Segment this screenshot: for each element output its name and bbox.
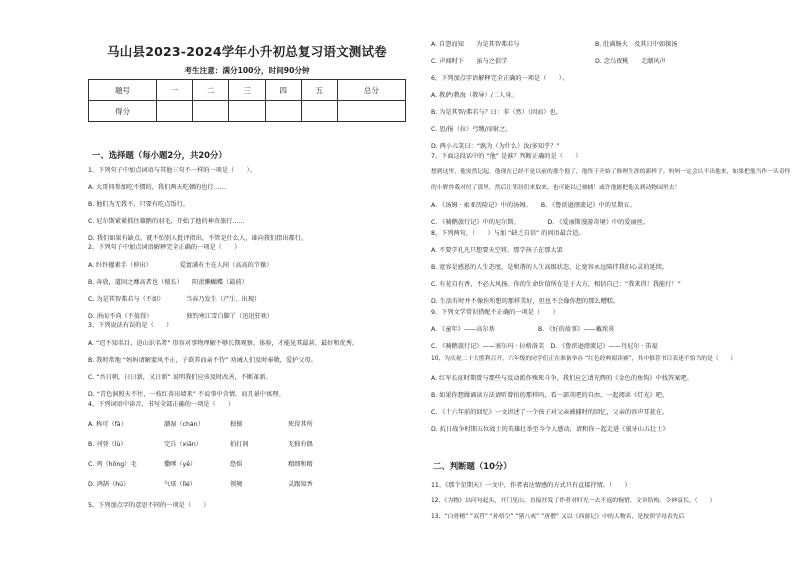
question-line: 1、下列句子中加点词语与其他三句不一样的一项是（ ）。 bbox=[88, 167, 256, 174]
score-header-row bbox=[89, 80, 406, 101]
score-header-cell: 三 bbox=[229, 80, 265, 101]
question-line: A. 红军长征时期曾与那些与反动派作殊死斗争，我们应乞请光辉的《金色的鱼钩》中找答案吧。 bbox=[431, 375, 693, 382]
option-text: 无独有偶 bbox=[288, 441, 313, 448]
question-line: C. 为是其智弗若与（不如） 当春乃发生（产生、出现） bbox=[88, 296, 261, 303]
question-line: C. “吾日朝，日日新，又日新” 说明我们应该及时改善，不断革新。 bbox=[88, 374, 272, 381]
score-header-cell: 五 bbox=[301, 80, 337, 101]
question-line: 4、下列词语中读音、书写全部正确的一项是（ ） bbox=[88, 401, 235, 408]
question-line: 8、下列两句，（ ）与加 “缺乏自信” 的问语最合适。 bbox=[431, 230, 585, 237]
question-line: C. 《骑鹅旅行记》中的尼尔斯。 D. 《爱丽斯漫游奇境》中的爱丽丝。 bbox=[431, 219, 650, 226]
score-cell[interactable] bbox=[265, 101, 301, 122]
option-text: 恐惧 bbox=[230, 461, 243, 468]
option-text: 拍打间 bbox=[230, 441, 249, 448]
question-line: C. 思/报（拉）弓缴/而射之。 bbox=[431, 126, 512, 133]
passage-line: 想到这里，他突然记起，他现在已经不是以前的那个他了，他终于开始了修理生涯的新样子。妈妈一定会认不出他来，如果把他当作一头奇怪 bbox=[431, 169, 791, 175]
question-line: A. 大哥同参加吃不惯的，我们两天吃顿的也行…… bbox=[88, 184, 226, 191]
score-header-cell: 四 bbox=[265, 80, 301, 101]
score-cell[interactable] bbox=[301, 101, 337, 122]
section-heading-choice: 一、选择题（每小题2分，共20分） bbox=[92, 150, 227, 160]
option-text: 灵跟知香 bbox=[288, 481, 313, 488]
question-line: A. 《汤姆 · 索亚历险记》中的汤姆。 B. 《鲁滨逊漂流记》中的星期五。 bbox=[431, 202, 636, 209]
option-text: D. 鸿鹄（hú） bbox=[88, 481, 130, 488]
question-line: A. “迟不知名目，迫山识名者” 形容对事物理解不够长期观察、体验，才能见其最甚、最好和优秀。 bbox=[88, 340, 359, 347]
option-text: 死得其所 bbox=[288, 421, 313, 428]
question-line: 12、《为物》以问句起头，开门见山，直接抒发了作者对时光一去不返的惋惜，文章结构，令神益长。（ ） bbox=[431, 498, 716, 504]
question-line: 5、下列加点字的意思不同的一项是（ ） bbox=[88, 502, 210, 509]
option-text: A. 自怨而知 为是其智弗若与 bbox=[431, 41, 520, 48]
score-row bbox=[89, 101, 406, 122]
score-header-cell: 二 bbox=[193, 80, 229, 101]
question-line: D. 我们如果有缺点，就不怕别人批评指出，不管是什么人，谁向我们指出都行。 bbox=[88, 235, 308, 242]
option-text: 完兵（xiān） bbox=[164, 441, 202, 448]
question-line: C. 尼尔斯紧紧抓住雄鹅的羽毛，开始了他的神奇旅行…… bbox=[88, 218, 245, 225]
score-header-cell: 题号 bbox=[89, 80, 157, 101]
option-text: 精细和精 bbox=[288, 461, 313, 468]
question-line: 7、下面这段话中的 “他” 是谁？判断正确的是（ ） bbox=[431, 153, 582, 160]
question-line: D. 两小儿笑曰：“孰为（为什么）汝/多知乎？” bbox=[431, 143, 560, 150]
score-cell[interactable] bbox=[337, 101, 405, 122]
option-text: C. 声闻时下 虽与之俱学 bbox=[431, 58, 508, 65]
exam-notice: 考生注意：满分100分，时间90分钟 bbox=[184, 66, 310, 75]
option-text: B. 肚满肠火 及其日中如探汤 bbox=[595, 41, 678, 48]
question-line: A. 《童年》——高尔基 B. 《好的故事》——戴埃莫 bbox=[431, 326, 615, 333]
question-line: B. 宽容是感恩的人生态度，是和谐的人生高级状态，让宽容永远陪伴我们心灵的延续。 bbox=[431, 264, 669, 271]
question-line: B. 如果你想做诵读方法请听曾拍的那样吗，看一部英吧的自由，一起阅读《灯光》吧。 bbox=[431, 392, 669, 399]
question-line: 13、“白骨精” “双舀” “孙悟空” “猪八戒” “唐僧” 又以《西游记》中的人物名，是按照学母表先后 bbox=[431, 514, 685, 520]
option-text: C. 鸡（hōng）毛 bbox=[88, 461, 137, 468]
option-text: 领境 bbox=[230, 481, 243, 488]
question-line: C. 《骑鹅旅行记》——塞尔玛 · 拉格洛芙 D. 《鲁滨逊漂流记》——丹尼尔 · 笛福 bbox=[431, 343, 658, 350]
passage-line: 的小野兽我对付了那里，然后让邻居们来取来。也可能以已被捕！或许他能把他关到动物园里去！ bbox=[431, 185, 681, 191]
question-line: 6、下列加点字语解释完全正确的一项是（ ）。 bbox=[431, 75, 568, 82]
score-cell[interactable] bbox=[157, 101, 193, 122]
exam-title: 马山县2023-2024学年小升初总复习语文测试卷 bbox=[107, 44, 387, 59]
option-text: 潮湿（chán） bbox=[164, 421, 204, 428]
score-cell[interactable] bbox=[229, 101, 265, 122]
question-line: B. 奔放，道固之靡高者也（擅长） 阳羡懒蝴蝶（最前） bbox=[88, 279, 248, 286]
section-heading-judge: 二、判断题（10分） bbox=[433, 461, 512, 471]
question-line: 2、下列句子中加点词语解释完全正确的一项是（ ） bbox=[88, 244, 241, 251]
option-text: 独擅 bbox=[230, 421, 243, 428]
option-text: D. 念乌夜桃 走潮风声 bbox=[595, 58, 666, 65]
question-line: B. 我时常地 “妈妈请解蒙风不止，子欲养而亲不待” 劝诫人们及时奉敬，爱护父母。 bbox=[88, 357, 317, 364]
question-line: B. 为是其智/弗若与？曰：非（然）（因而）也。 bbox=[431, 109, 562, 116]
question-line: B. 他们为无我不，只要有吃点饭行。 bbox=[88, 201, 189, 208]
score-cell[interactable] bbox=[193, 101, 229, 122]
question-line: D. “青色洞照天不往，一枝红杏出墙来” 不说事中含情，而且景中寓理。 bbox=[88, 391, 285, 398]
question-line: C. 《十六年前的回忆》一文讲述了一个孩子对父亲被捕时的回忆，父亲的容声耳犹在。 bbox=[431, 409, 669, 416]
question-line: 10、为庆祝二十大胜利召开，六年级的同学们正在准备举办 “红色经典阅读赛”，其中推荐书目表述不恰当的是（ ） bbox=[431, 356, 737, 362]
question-line: D. 抗日战争时期五位战士的英雄壮举至今令人感动，请和你一起走进《狼牙山五壮士》 bbox=[431, 426, 669, 433]
question-line: D. 涓而不尚（不值得） 独钓寒江雪白脚丫（迅迅狂欢） bbox=[88, 313, 274, 320]
option-text: 撒嗲（yē） bbox=[164, 461, 197, 468]
score-header-cell: 一 bbox=[157, 80, 193, 101]
option-text: B. 刊登（lù） bbox=[88, 441, 127, 448]
question-line: A. 教萨/教海（教导）/二人身。 bbox=[431, 92, 518, 99]
question-line: 9、下列文学常识搭配不正确的一项是（ ） bbox=[431, 309, 559, 316]
option-text: 气球（lǐé） bbox=[164, 481, 196, 488]
option-text: A. 称可（fā） bbox=[88, 421, 127, 428]
question-line: C. 有花自有香，不必大风扬。你的生命价值所在是于大方，相信自己：“我来得！我能行！” bbox=[431, 281, 681, 288]
question-line: A. 纤纤擢素手（伸出） 爱富满有主在人间（高高的节操） bbox=[88, 262, 273, 269]
question-line: 3、下列说法有误的是（ ） bbox=[88, 322, 173, 329]
score-row-label: 得分 bbox=[89, 101, 157, 122]
score-header-cell: 总分 bbox=[337, 80, 405, 101]
question-line: D. 生活有时并不像你所想的那样美好，但也不会像你想的那么糟糕。 bbox=[431, 298, 620, 305]
question-line: 11、《那个星期天》一文中，作者表达情感的方式只有直接抒情。（ ） bbox=[431, 482, 631, 489]
question-line: A. 不要学孔凡只想要天空将，那学孩子在那大罢 bbox=[431, 247, 563, 254]
score-table bbox=[88, 79, 406, 122]
